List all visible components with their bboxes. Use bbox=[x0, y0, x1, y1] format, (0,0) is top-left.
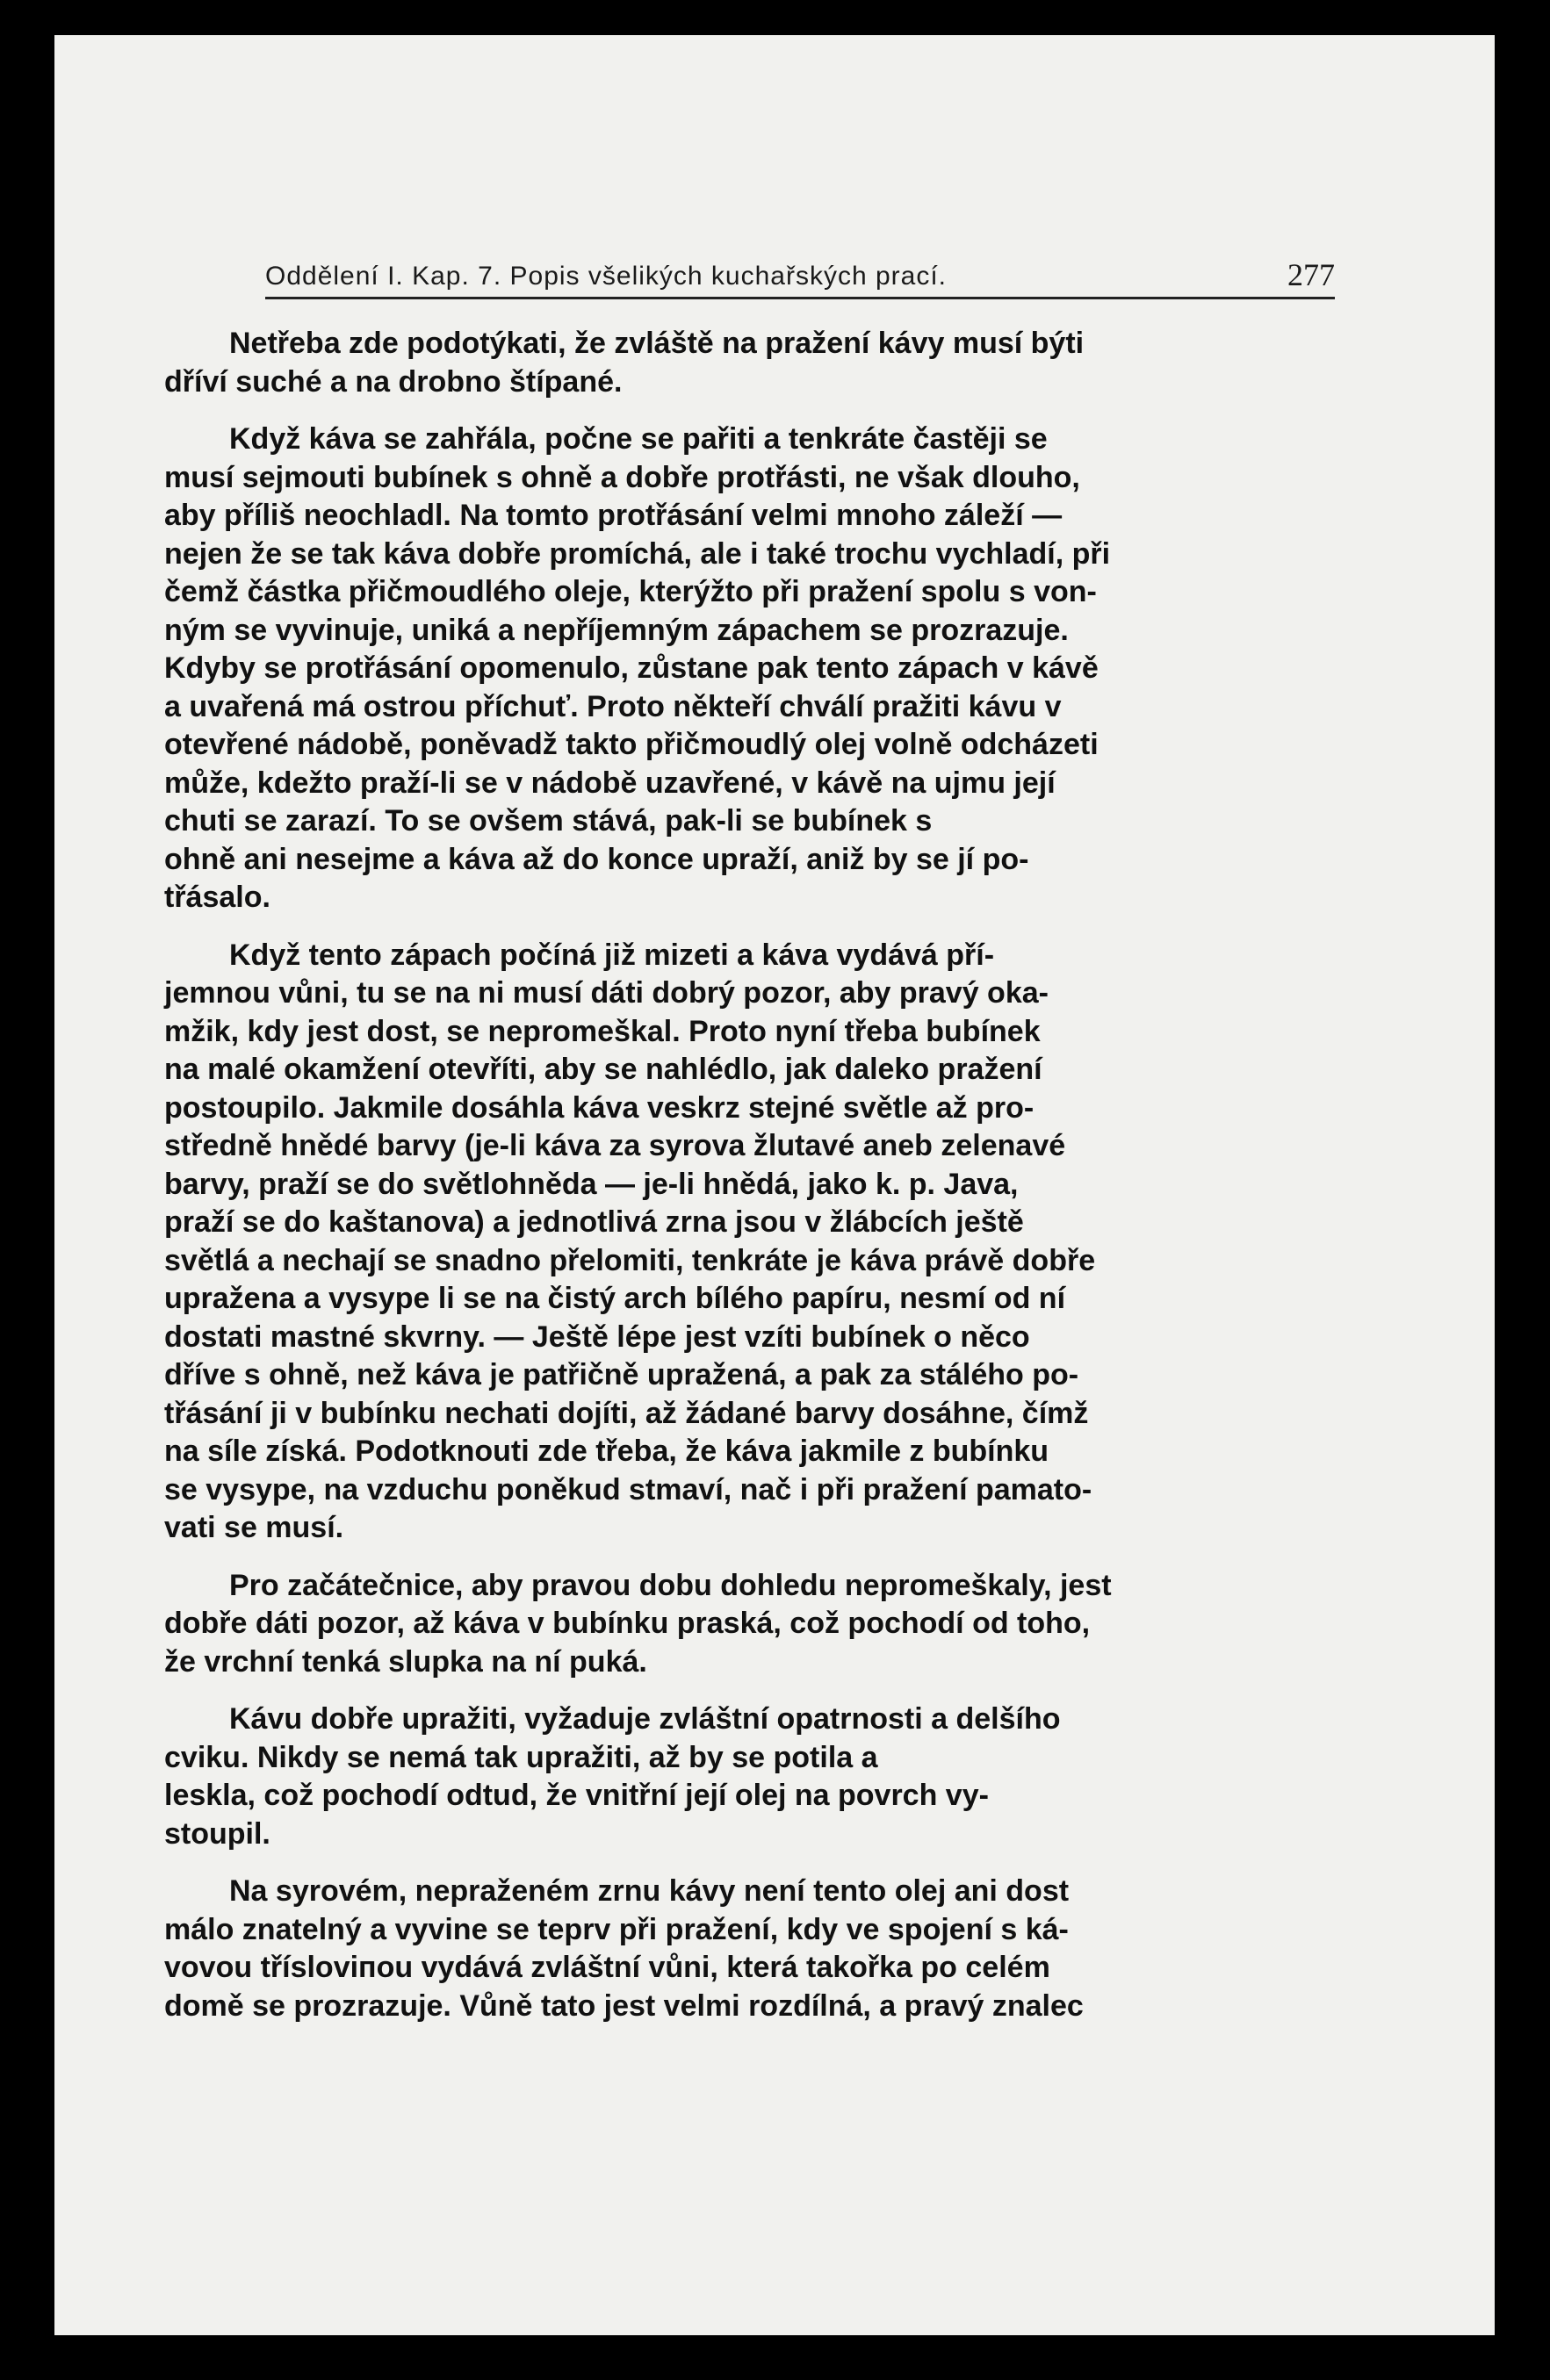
text-line: dříve s ohně, než káva je patřičně upražená, a pak za stálého po- bbox=[164, 1358, 1079, 1391]
text-line: jemnou vůni, tu se na ni musí dáti dobrý pozor, aby pravý oka- bbox=[164, 976, 1049, 1010]
text-line: Kávu dobře upražiti, vyžaduje zvláštní opatrnosti a delšího bbox=[229, 1702, 1061, 1736]
text-line: Když tento zápach počíná již mizeti a káva vydává pří- bbox=[229, 938, 995, 972]
text-line: aby příliš neochladl. Na tomto protřásání velmi mnoho záleží — bbox=[164, 499, 1063, 532]
text-line: praží se do kaštanova) a jednotlivá zrna jsou v žlábcích ještě bbox=[164, 1205, 1024, 1239]
text-line: ným se vyvinuje, uniká a nepříjemným zápachem se prozrazuje. bbox=[164, 613, 1069, 647]
text-line: leskla, což pochodí odtud, že vnitřní její olej na povrch vy- bbox=[164, 1779, 989, 1812]
text-line: třásání ji v bubínku nechati dojíti, až žádané barvy dosáhne, čímž bbox=[164, 1396, 1089, 1430]
text-line: málo znatelný a vyvine se teprv při pražení, kdy ve spojení s ká- bbox=[164, 1912, 1069, 1946]
text-line: může, kdežto praží-li se v nádobě uzavřené, v kávě na ujmu její bbox=[164, 766, 1056, 800]
text-line: mžik, kdy jest dost, se nepromeškal. Proto nyní třeba bubínek bbox=[164, 1014, 1041, 1048]
text-line: postoupilo. Jakmile dosáhla káva veskrz stejné světle až pro- bbox=[164, 1090, 1035, 1125]
text-line: upražena a vysype li se na čistý arch bílého papíru, nesmí od ní bbox=[164, 1282, 1066, 1315]
text-line: chuti se zarazí. To se ovšem stává, pak-li se bubínek s bbox=[164, 804, 933, 838]
text-line: Když káva se zahřála, počne se pařiti a tenkráte častěji se bbox=[229, 422, 1048, 456]
text-line: barvy, praží se do světlohněda — je-li hnědá, jako k. p. Java, bbox=[164, 1167, 1019, 1201]
text-line: Netřeba zde podotýkati, že zvláště na pražení kávy musí býti bbox=[229, 327, 1085, 360]
text-line: vati se musí. bbox=[164, 1511, 344, 1544]
text-line: ohně ani nesejme a káva až do konce upraží, aniž by se jí po- bbox=[164, 842, 1029, 876]
text-line: Na syrovém, nepraženém zrnu kávy není tento olej ani dost bbox=[229, 1874, 1070, 1908]
text-line: domě se prozrazuje. Vůně tato jest velmi rozdílná, a pravý znalec bbox=[164, 1988, 1084, 2023]
page-number: 277 bbox=[1287, 257, 1335, 292]
text-line: že vrchní tenká slupka na ní puká. bbox=[164, 1644, 647, 1679]
text-line: dostati mastné skvrny. — Ještě lépe jest vzíti bubínek o něco bbox=[164, 1319, 1030, 1354]
paragraph-2 bbox=[164, 421, 1345, 917]
text-line: stoupil. bbox=[164, 1816, 270, 1851]
text-line: musí sejmouti bubínek s ohně a dobře protřásti, ne však dlouho, bbox=[164, 460, 1080, 494]
text-line: Pro začátečnice, aby pravou dobu dohledu nepromeškaly, jest bbox=[229, 1568, 1112, 1602]
body-text bbox=[164, 325, 1345, 2045]
paragraph-5 bbox=[164, 1701, 1345, 1853]
text-line: dobře dáti pozor, až káva v bubínku praská, což pochodí od toho, bbox=[164, 1607, 1091, 1640]
book-page bbox=[54, 35, 1495, 2335]
text-line: třásalo. bbox=[164, 881, 270, 914]
text-line: středně hnědé barvy (je-li káva za syrova žlutavé aneb zelenavé bbox=[164, 1129, 1066, 1162]
text-line: se vysype, na vzduchu poněkud stmaví, nač i při pražení pamato- bbox=[164, 1472, 1092, 1506]
text-line: a uvařená má ostrou příchuť. Proto někteří chválí pražiti kávu v bbox=[164, 689, 1062, 723]
paragraph-3 bbox=[164, 937, 1345, 1548]
paragraph-1 bbox=[164, 325, 1345, 401]
text-line: Kdyby se protřásání opomenulo, zůstane pak tento zápach v kávě bbox=[164, 651, 1099, 685]
text-line: světlá a nechají se snadno přelomiti, tenkráte je káva právě dobře bbox=[164, 1243, 1096, 1277]
text-line: vovou třísloviпou vydává zvláštní vůni, která takořka po celém bbox=[164, 1951, 1050, 1984]
text-line: na síle získá. Podotknouti zde třeba, že káva jakmile z bubínku bbox=[164, 1434, 1049, 1468]
text-line: cviku. Nikdy se nemá tak upražiti, až by se potila a bbox=[164, 1740, 878, 1774]
running-head: Oddělení I. Kap. 7. Popis všelikých kuchařských prací. bbox=[265, 262, 948, 291]
paragraph-6 bbox=[164, 1873, 1345, 2025]
text-line: otevřené nádobě, poněvadž takto přičmoudlý olej volně odcházeti bbox=[164, 728, 1099, 761]
text-line: dříví suché a na drobno štípané. bbox=[164, 364, 623, 399]
text-line: na malé okamžení otevříti, aby se nahlédlo, jak daleko pražení bbox=[164, 1053, 1042, 1086]
text-line: čemž částka přičmoudlého oleje, kterýžto při pražení spolu s von- bbox=[164, 575, 1097, 608]
page-header bbox=[265, 235, 1335, 299]
text-line: nejen že se tak káva dobře promíchá, ale i také trochu vychladí, při bbox=[164, 536, 1111, 571]
paragraph-4 bbox=[164, 1567, 1345, 1682]
